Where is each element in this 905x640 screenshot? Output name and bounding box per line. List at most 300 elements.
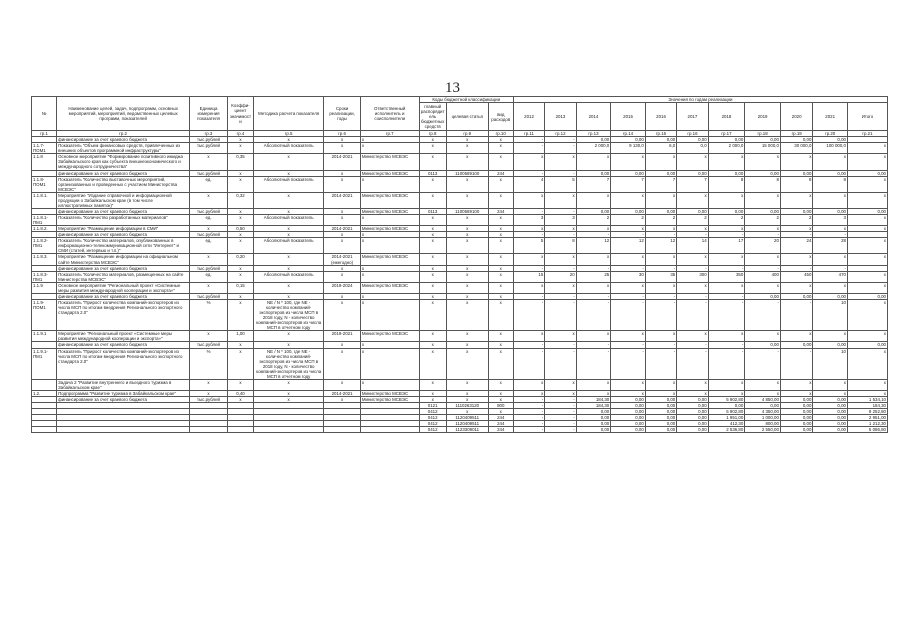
table-cell: х	[360, 299, 419, 330]
table-cell: 0412	[419, 415, 446, 421]
table-cell: тыс.рублей	[190, 342, 228, 348]
table-cell: х	[227, 299, 253, 330]
table-cell: Мероприятие "Размещение информации на официальном сайте Министерства МСВЭС"	[57, 254, 190, 265]
table-cell: х	[677, 391, 708, 397]
table-cell: финансирование за счет краевого бюджета	[57, 293, 190, 299]
table-cell: финансирование за счет краевого бюджета	[57, 232, 190, 238]
table-cell: х	[254, 331, 324, 342]
table-cell: 0,00	[813, 137, 848, 143]
table-cell: х	[708, 254, 745, 265]
table-cell: 0,00	[813, 421, 848, 427]
table-cell: 0,00	[745, 208, 781, 214]
table-cell: х	[545, 226, 576, 232]
table-cell: 800	[488, 403, 513, 409]
table-cell: х	[360, 342, 419, 348]
table-cell: х	[513, 154, 544, 170]
table-cell: 0,00	[677, 403, 708, 409]
table-cell	[190, 427, 228, 433]
table-cell: х	[190, 254, 228, 265]
table-cell: -	[545, 421, 576, 427]
table-cell: 12	[611, 238, 646, 254]
table-cell: 0,40	[227, 391, 253, 397]
table-cell: 0,00	[611, 137, 646, 143]
table-cell: 5	[545, 176, 576, 192]
table-cell: х	[611, 379, 646, 390]
table-cell: -	[513, 403, 544, 409]
table-cell: х	[847, 348, 887, 379]
table-cell: Мероприятие "Региональный проект «Системные меры развития международной кооперации и экспорта»"	[57, 331, 190, 342]
table-cell: х	[545, 391, 576, 397]
table-cell: х	[513, 331, 544, 342]
table-cell: х	[780, 331, 812, 342]
table-cell: 6,0	[645, 143, 676, 154]
table-cell	[57, 427, 190, 433]
table-cell: Абсолютный показатель	[254, 271, 324, 282]
table-cell: 1.1.9	[32, 282, 57, 293]
table-cell: х	[324, 215, 361, 226]
table-cell: х	[645, 331, 676, 342]
table-cell: х	[419, 271, 446, 282]
table-cell: -	[513, 265, 544, 271]
table-cell: -	[813, 265, 848, 271]
table-cell: 0113	[419, 170, 446, 176]
table-cell: -	[545, 143, 576, 154]
table-cell: -	[513, 415, 544, 421]
table-cell: х	[813, 254, 848, 265]
table-cell: х	[576, 282, 611, 293]
table-cell: х	[645, 391, 676, 397]
table-body	[32, 131, 888, 433]
table-cell: х	[488, 265, 513, 271]
table-cell: х	[446, 348, 488, 379]
table-cell: -	[611, 299, 646, 330]
table-cell: х	[545, 254, 576, 265]
table-cell: х	[419, 254, 446, 265]
table-cell: х	[419, 226, 446, 232]
table-cell: 0,20	[227, 254, 253, 265]
table-cell: NE / N * 100, где NE - количество компаний-экспортеров из числа МСП в 2018 году, N - количество компаний-экспортеров из числа МСП в отчетном году	[254, 348, 324, 379]
table-cell: Министерство МСВЭС	[360, 331, 419, 342]
table-cell: х	[254, 391, 324, 397]
table-cell: -	[645, 265, 676, 271]
header-year: 2018	[708, 103, 745, 131]
table-cell: х	[324, 208, 361, 214]
table-cell: х	[611, 226, 646, 232]
table-cell: х	[780, 254, 812, 265]
table-cell: -	[545, 232, 576, 238]
table-row	[32, 192, 888, 208]
table-cell: х	[446, 226, 488, 232]
table-cell: х	[708, 379, 745, 390]
table-row	[32, 299, 888, 330]
table-cell: х	[645, 154, 676, 170]
table-cell: х	[645, 282, 676, 293]
column-number: гр.3	[190, 131, 228, 137]
table-cell: 2 000,0	[576, 143, 611, 154]
table-cell: 0,00	[576, 427, 611, 433]
header-grbs: главный распорядитель бюджетных средств	[420, 103, 445, 130]
column-number: гр.12	[545, 131, 576, 137]
table-cell: 1100589100	[446, 208, 488, 214]
table-cell: 15 000,0	[745, 143, 781, 154]
table-cell: -	[513, 427, 544, 433]
table-cell: 3	[813, 215, 848, 226]
table-cell: х	[780, 192, 812, 208]
table-cell: -	[677, 232, 708, 238]
table-cell: финансирование за счет краевого бюджета	[57, 208, 190, 214]
table-cell: -	[611, 293, 646, 299]
table-cell: х	[513, 254, 544, 265]
table-cell: х	[446, 254, 488, 265]
table-cell: -	[677, 342, 708, 348]
column-number: гр.20	[813, 131, 848, 137]
table-cell: х	[324, 265, 361, 271]
table-cell: 1 212,30	[847, 421, 887, 427]
table-cell: 800,00	[745, 421, 781, 427]
table-cell: 0,50	[227, 226, 253, 232]
table-cell: х	[677, 226, 708, 232]
table-cell: 0,00	[745, 403, 781, 409]
table-cell: х	[488, 254, 513, 265]
table-cell: 2	[745, 215, 781, 226]
table-cell	[32, 379, 57, 390]
table-cell: х	[254, 154, 324, 170]
table-cell: 3	[545, 215, 576, 226]
table-cell: Подпрограмма "Развитие туризма в Забайкальском крае"	[57, 391, 190, 397]
table-cell: 0,00	[611, 397, 646, 403]
table-cell: Задача 2 "Развитие внутреннего и въездного туризма в Забайкальском крае"	[57, 379, 190, 390]
table-cell: х	[446, 391, 488, 397]
table-cell: -	[708, 232, 745, 238]
table-cell: 0,00	[576, 137, 611, 143]
table-cell: -	[780, 265, 812, 271]
table-cell: х	[446, 176, 488, 192]
table-cell: 8	[745, 176, 781, 192]
table-cell: х	[254, 397, 324, 403]
table-cell: х	[611, 254, 646, 265]
table-cell: 0,00	[677, 208, 708, 214]
table-cell	[254, 427, 324, 433]
table-cell: х	[446, 331, 488, 342]
column-number: гр.10	[488, 131, 513, 137]
table-cell: х	[324, 137, 361, 143]
table-cell: -	[745, 348, 781, 379]
table-cell: Показатель "Количество материалов, размещенных на сайте Министерства МСВЭС"	[57, 271, 190, 282]
table-cell: 2	[611, 215, 646, 226]
table-cell: 0,00	[847, 208, 887, 214]
table-cell: -	[708, 299, 745, 330]
header-values-by-year: Значения по годам реализации	[513, 97, 887, 103]
table-cell: 8	[708, 176, 745, 192]
table-cell: Показатель "Количество материалов, опубликованных в информационно-телекоммуникационной сети "Интернет" и СМИ (статей, интервью и т.п.)"	[57, 238, 190, 254]
table-cell: х	[324, 299, 361, 330]
table-cell: х	[324, 379, 361, 390]
table-cell: 0,00	[780, 170, 812, 176]
table-cell: х	[254, 342, 324, 348]
table-cell: х	[645, 226, 676, 232]
table-cell: 0,00	[780, 403, 812, 409]
table-cell: х	[847, 154, 887, 170]
column-number: гр.18	[745, 131, 781, 137]
table-cell: х	[254, 137, 324, 143]
table-cell: х	[847, 379, 887, 390]
table-cell: -	[576, 265, 611, 271]
table-cell: 8	[545, 238, 576, 254]
table-cell: х	[360, 348, 419, 379]
column-number: гр.8	[419, 131, 446, 137]
table-cell: Мероприятие "Издание справочной и информационной продукции о Забайкальском крае (в том числе иллюстративных памяток)"	[57, 192, 190, 208]
table-cell: -	[677, 293, 708, 299]
table-cell: 35	[645, 271, 676, 282]
table-cell: 184,30	[847, 403, 887, 409]
table-cell: 0,00	[576, 170, 611, 176]
table-cell: 0,00	[645, 427, 676, 433]
table-cell: х	[419, 215, 446, 226]
table-cell: 1.1.8	[32, 154, 57, 170]
table-cell: х	[419, 137, 446, 143]
table-cell: 1 000,00	[745, 415, 781, 421]
table-cell: х	[419, 293, 446, 299]
table-cell: х	[488, 137, 513, 143]
header-article: целевая статья	[446, 103, 488, 131]
table-cell: х	[488, 331, 513, 342]
table-cell: 0,00	[745, 170, 781, 176]
header-year: 2013	[545, 103, 576, 131]
table-cell: 244	[488, 208, 513, 214]
table-cell: 1.1.8.2.	[32, 226, 57, 232]
table-cell: 0,00	[576, 208, 611, 214]
table-cell: х	[227, 348, 253, 379]
table-cell: 2019-2024	[324, 282, 361, 293]
table-cell: 2	[576, 215, 611, 226]
table-cell: -	[513, 232, 544, 238]
table-cell: 1.1.9.1	[32, 331, 57, 342]
table-cell: Министерство МСВЭС	[360, 254, 419, 265]
table-cell: х	[847, 238, 887, 254]
table-cell: х	[227, 238, 253, 254]
table-cell: 4 350,00	[745, 409, 781, 415]
table-cell: 0,00	[745, 342, 781, 348]
table-cell: х	[576, 391, 611, 397]
table-cell: 0,00	[677, 137, 708, 143]
table-cell: х	[419, 192, 446, 208]
column-number: гр.2	[57, 131, 190, 137]
table-cell: 1120409511	[446, 415, 488, 421]
table-cell: 1120409511	[446, 421, 488, 427]
table-cell: Показатель "Количество разработанных материалов"	[57, 215, 190, 226]
table-cell: х	[419, 265, 446, 271]
table-cell: 20	[545, 271, 576, 282]
table-cell: Показатель "Объем финансовых средств, привлеченных из внешних объектов программной инфраструктуры"	[57, 143, 190, 154]
table-cell: х	[324, 293, 361, 299]
table-cell: х	[254, 208, 324, 214]
table-cell: х	[446, 137, 488, 143]
table-cell: -	[576, 299, 611, 330]
table-cell: 2	[645, 215, 676, 226]
table-cell: х	[324, 397, 361, 403]
header-year: 2016	[645, 103, 676, 131]
table-cell: -	[576, 232, 611, 238]
table-cell: х	[780, 154, 812, 170]
table-cell	[32, 427, 57, 433]
table-cell: 0,00	[780, 342, 812, 348]
page-number: 13	[445, 80, 460, 96]
table-cell: х	[745, 254, 781, 265]
table-cell: х	[708, 226, 745, 232]
table-cell: х	[488, 379, 513, 390]
table-cell: финансирование за счет краевого бюджета	[57, 397, 190, 403]
table-cell: 14	[677, 238, 708, 254]
table-cell: х	[254, 170, 324, 176]
header-year: 2014	[576, 103, 611, 131]
table-cell: х	[611, 154, 646, 170]
table-cell: 0,00	[645, 208, 676, 214]
table-cell: х	[446, 342, 488, 348]
table-cell: х	[227, 232, 253, 238]
table-cell: 0,00	[708, 208, 745, 214]
table-cell: 28	[813, 238, 848, 254]
table-cell: ед.	[190, 271, 228, 282]
table-cell: х	[227, 342, 253, 348]
table-cell: х	[780, 282, 812, 293]
table-cell: -	[545, 397, 576, 403]
table-cell: 0,00	[708, 170, 745, 176]
table-cell: финансирование за счет краевого бюджета	[57, 170, 190, 176]
table-cell: 0,00	[611, 208, 646, 214]
table-cell: х	[847, 215, 887, 226]
table-cell: Показатель "Количество выставочных мероприятий, организованных и проведенных с участием Министерства МСВЭС"	[57, 176, 190, 192]
header-year: 2019	[745, 103, 781, 131]
table-cell: х	[745, 192, 781, 208]
table-cell: -	[708, 265, 745, 271]
table-cell: х	[227, 208, 253, 214]
table-cell: х	[324, 348, 361, 379]
table-cell: 0,0	[677, 143, 708, 154]
table-cell: х	[254, 254, 324, 265]
program-table	[31, 96, 888, 433]
table-cell: х	[677, 192, 708, 208]
table-cell: х	[227, 271, 253, 282]
table-cell: 0,00	[780, 427, 812, 433]
table-cell: х	[488, 299, 513, 330]
table-cell: х	[576, 154, 611, 170]
table-cell: 0,00	[813, 293, 848, 299]
table-cell: х	[227, 176, 253, 192]
table-cell: х	[847, 192, 887, 208]
table-cell: х	[513, 192, 544, 208]
table-cell: 2	[708, 215, 745, 226]
table-cell: х	[513, 226, 544, 232]
table-cell: 0,00	[576, 415, 611, 421]
table-cell: 184,30	[576, 403, 611, 409]
table-cell: х	[708, 331, 745, 342]
header-no: №	[32, 97, 57, 131]
table-cell: тыс.рублей	[190, 143, 228, 154]
table-cell: 1.1.8.1-ПМ1	[32, 215, 57, 226]
table-cell: х	[488, 215, 513, 226]
table-cell: 0,00	[813, 397, 848, 403]
table-cell: 0121	[419, 403, 446, 409]
table-cell: х	[190, 379, 228, 390]
table-cell: -	[611, 348, 646, 379]
table-cell: 2 951,00	[847, 415, 887, 421]
table-cell: 350	[708, 271, 745, 282]
table-cell: х	[190, 154, 228, 170]
table-cell: финансирование за счет краевого бюджета	[57, 342, 190, 348]
table-cell: х	[813, 282, 848, 293]
table-cell: -	[576, 293, 611, 299]
table-cell: х	[488, 397, 513, 403]
table-cell: 0,00	[611, 427, 646, 433]
table-row	[32, 154, 888, 170]
column-number: гр.13	[576, 131, 611, 137]
table-cell: 5 902,80	[708, 409, 745, 415]
table-cell: х	[360, 215, 419, 226]
table-row	[32, 215, 888, 226]
table-cell: 1 951,00	[708, 415, 745, 421]
table-cell: Показатель "Прирост количества компаний-экспортеров из числа МСП по итогам внедрения Регионального экспортного стандарта 2.0"	[57, 299, 190, 330]
table-cell: х	[227, 143, 253, 154]
table-cell: -	[677, 348, 708, 379]
table-cell: тыс.рублей	[190, 208, 228, 214]
table-cell: -	[576, 342, 611, 348]
table-cell: 0,00	[645, 403, 676, 409]
table-cell: -	[545, 265, 576, 271]
table-cell: х	[847, 331, 887, 342]
table-cell: х	[254, 379, 324, 390]
table-cell: х	[645, 192, 676, 208]
table-cell: 0,00	[780, 415, 812, 421]
table-cell: х	[708, 282, 745, 293]
table-cell: х	[324, 271, 361, 282]
table-cell: х	[513, 379, 544, 390]
table-cell: -	[513, 348, 544, 379]
table-cell: х	[254, 232, 324, 238]
table-cell: NE / N * 100, где NE - количество компаний-экспортеров из числа МСП в 2018 году, N - количество компаний-экспортеров из числа МСП в отчетном году	[254, 299, 324, 330]
table-cell: х	[360, 271, 419, 282]
table-cell: 0,00	[645, 137, 676, 143]
table-cell: -	[780, 299, 812, 330]
table-cell: %	[190, 299, 228, 330]
table-cell: 1.1.8.1.	[32, 192, 57, 208]
table-cell: х	[446, 265, 488, 271]
table-cell: 0,00	[611, 403, 646, 409]
column-number: гр.5	[254, 131, 324, 137]
table-cell: х	[780, 226, 812, 232]
table-cell: 0,00	[611, 409, 646, 415]
table-cell: -	[513, 397, 544, 403]
table-cell: 0,00	[847, 293, 887, 299]
table-cell: Показатель "Прирост количества компаний-экспортеров из числа МСП по итогам внедрения Регионального экспортного стандарта 2.0"	[57, 348, 190, 379]
column-number: гр.21	[847, 131, 887, 137]
table-cell: х	[419, 176, 446, 192]
table-cell: х	[847, 391, 887, 397]
table-cell: х	[576, 192, 611, 208]
table-cell: 0,00	[813, 427, 848, 433]
table-cell: х	[488, 271, 513, 282]
table-cell: 12	[645, 238, 676, 254]
table-cell: 10	[813, 348, 848, 379]
table-cell: 0,00	[813, 403, 848, 409]
table-cell: 7	[611, 176, 646, 192]
table-cell: -	[513, 299, 544, 330]
column-number: гр.19	[780, 131, 812, 137]
table-cell: 0113	[419, 208, 446, 214]
table-cell: 0,32	[227, 192, 253, 208]
table-cell: -	[513, 293, 544, 299]
table-cell: 17	[708, 238, 745, 254]
table-cell: 0,00	[677, 409, 708, 415]
